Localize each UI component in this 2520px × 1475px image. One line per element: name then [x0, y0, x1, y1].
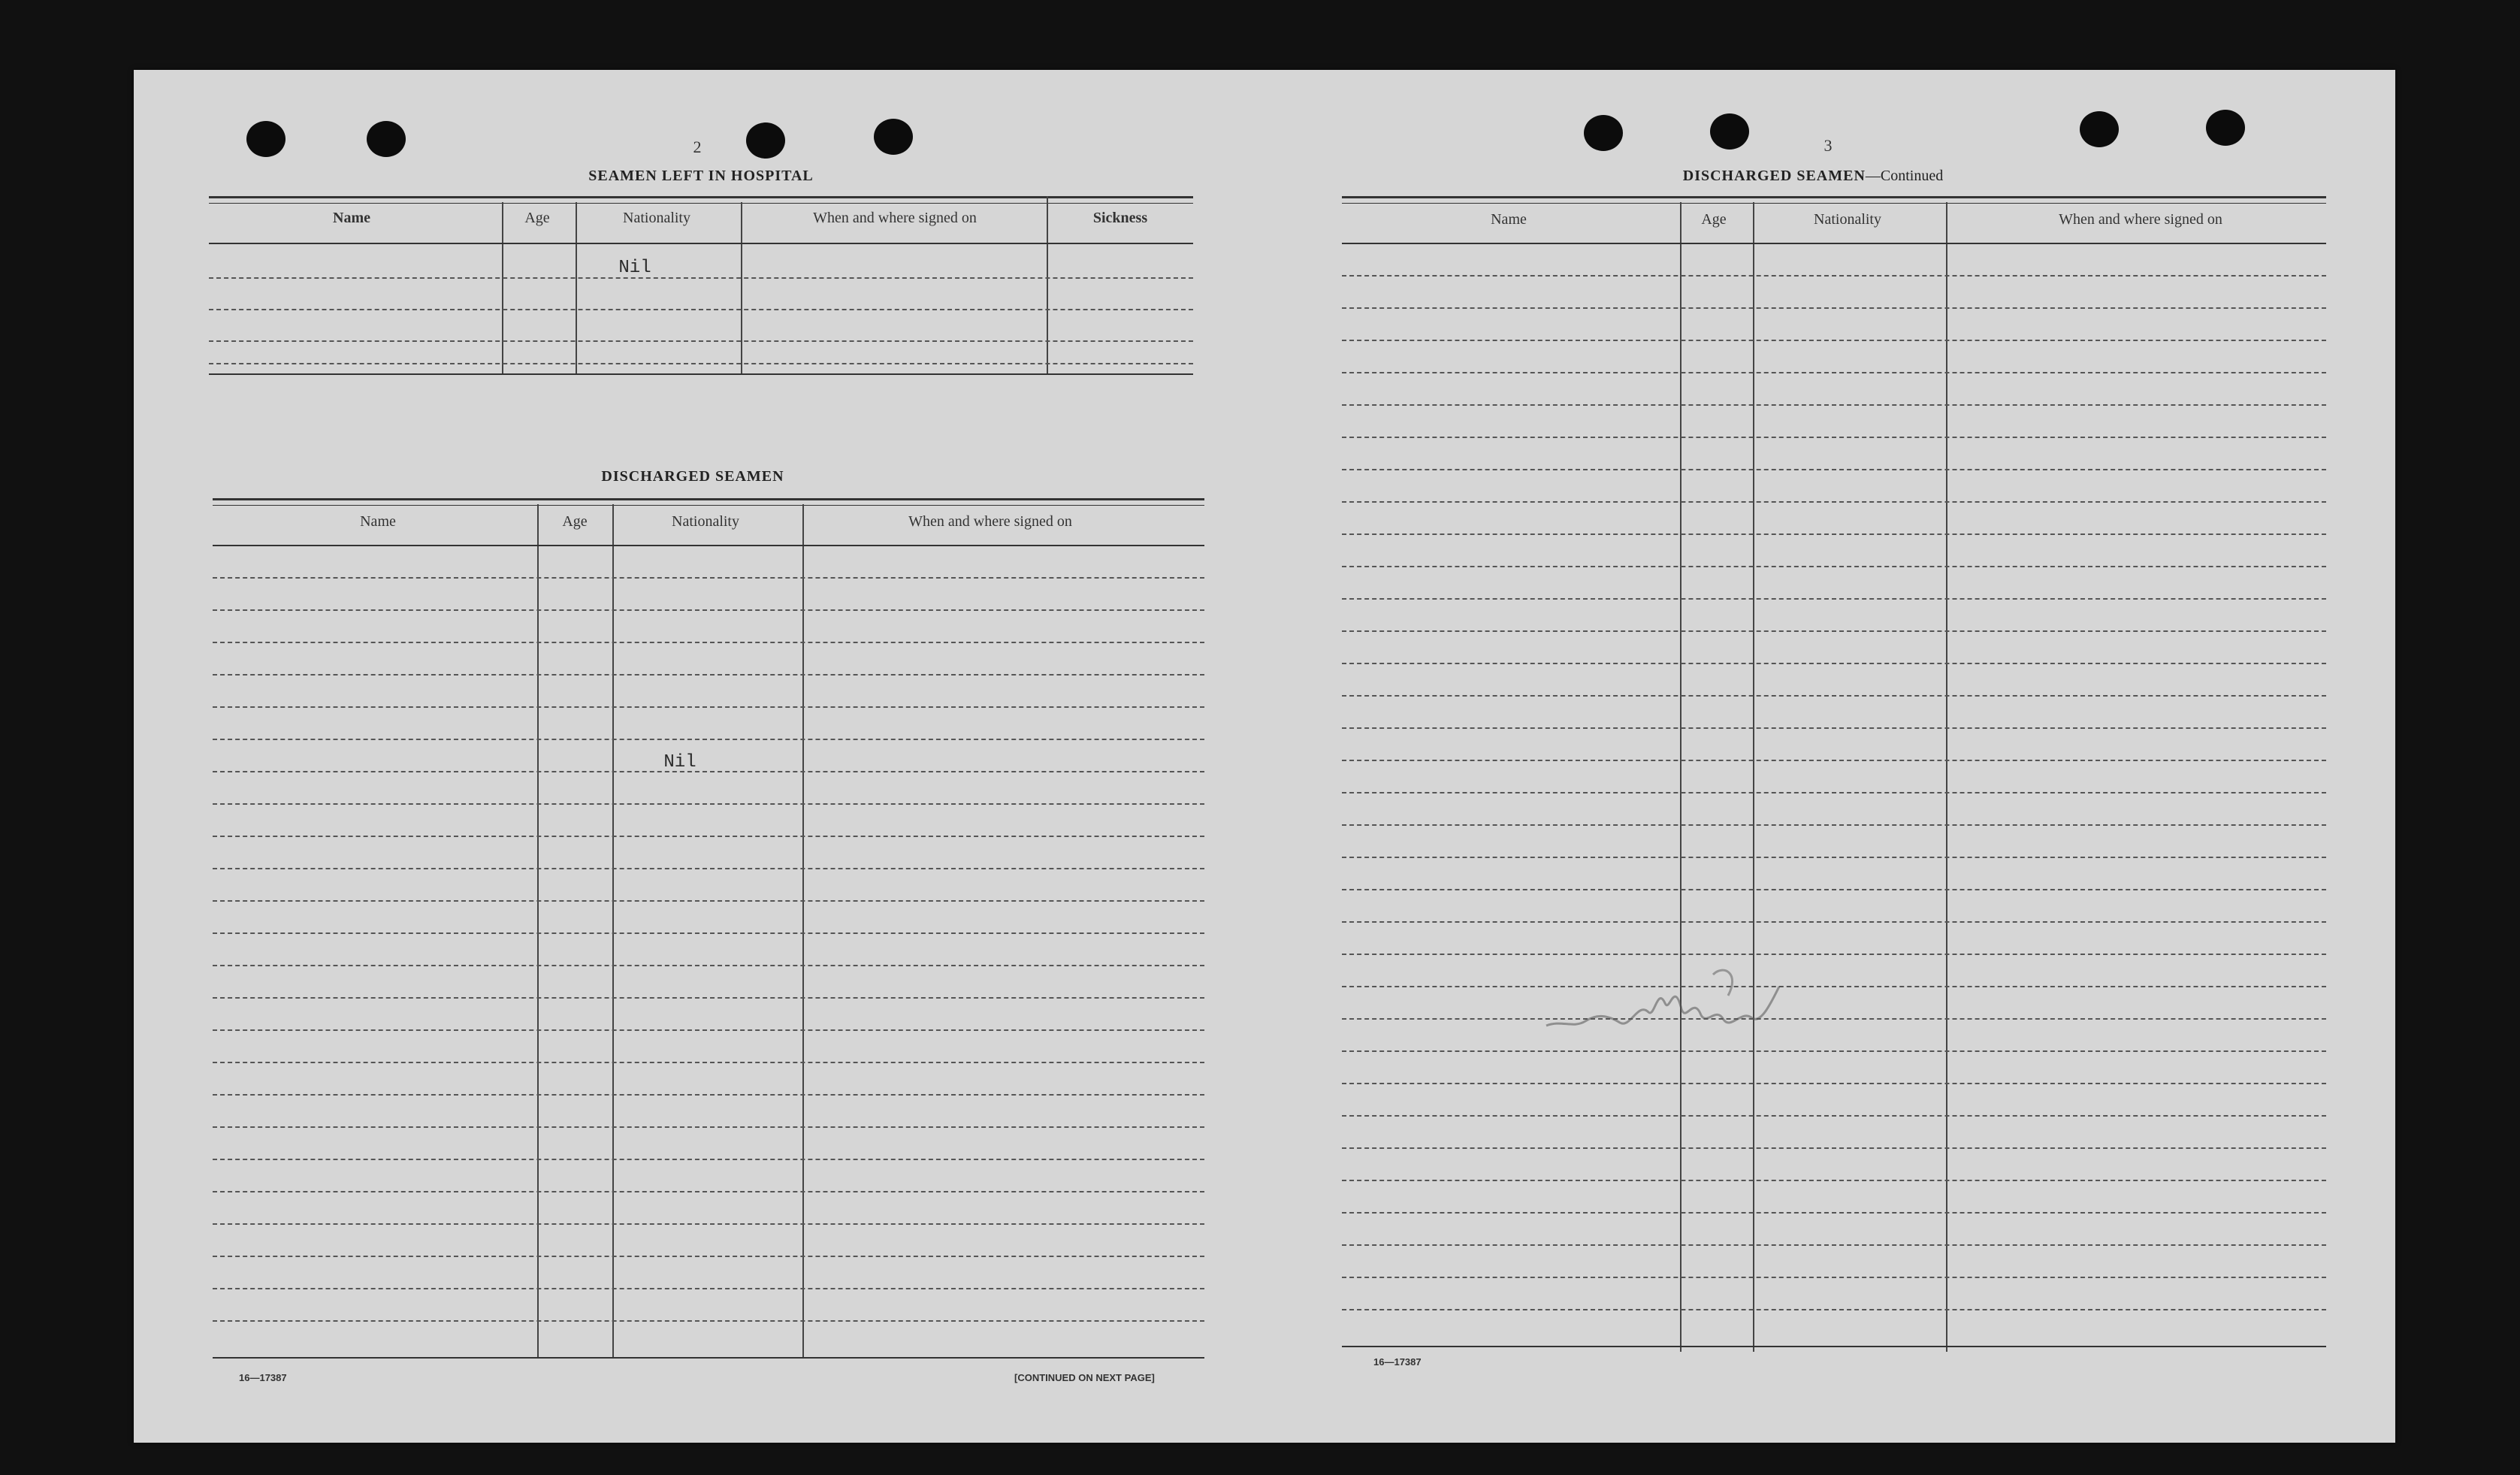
column-header-when-where: When and where signed on	[908, 513, 1072, 530]
table-row	[1342, 372, 2326, 373]
table-row	[213, 609, 1204, 611]
table-row	[1342, 824, 2326, 826]
table-row	[213, 1062, 1204, 1063]
table-row	[1342, 857, 2326, 858]
table-row	[1342, 1018, 2326, 1020]
column-divider	[576, 202, 577, 373]
column-header-nationality: Nationality	[1814, 211, 1881, 228]
table-row	[1342, 792, 2326, 793]
table-row	[1342, 695, 2326, 697]
column-header-nationality: Nationality	[623, 210, 690, 226]
table-row	[1342, 404, 2326, 406]
nil-entry: Nil	[663, 752, 696, 772]
table-row	[213, 1159, 1204, 1160]
header-underline	[1342, 243, 2326, 244]
column-divider	[741, 202, 742, 373]
signature	[1539, 957, 1794, 1047]
section-title-discharged-continued	[1683, 168, 1944, 185]
form-number: 16—17387	[239, 1372, 287, 1383]
table-bottom-rule	[1342, 1346, 2326, 1347]
table-row	[213, 868, 1204, 869]
table-row	[1342, 727, 2326, 729]
table-row	[209, 309, 1193, 310]
column-header-name: Name	[360, 513, 396, 530]
header-underline	[213, 545, 1204, 546]
page-number: 3	[1824, 136, 1833, 155]
document-paper	[134, 70, 2395, 1443]
table-top-rule	[213, 498, 1204, 506]
hospital-table	[209, 196, 1193, 376]
table-row	[213, 577, 1204, 579]
table-row	[213, 965, 1204, 966]
column-divider	[502, 202, 503, 373]
table-row	[213, 1029, 1204, 1031]
table-row	[1342, 760, 2326, 761]
discharged-table	[213, 498, 1204, 1362]
table-row	[1342, 469, 2326, 470]
column-header-when-where: When and where signed on	[813, 210, 977, 226]
table-row	[1342, 1050, 2326, 1052]
table-row	[1342, 1277, 2326, 1278]
table-row	[1342, 1115, 2326, 1117]
table-row	[213, 771, 1204, 772]
column-header-age: Age	[562, 513, 588, 530]
table-row	[209, 363, 1193, 364]
table-row	[213, 1094, 1204, 1096]
column-header-name: Name	[1491, 211, 1527, 228]
table-row	[213, 836, 1204, 837]
table-row	[213, 900, 1204, 902]
continued-note: [CONTINUED ON NEXT PAGE]	[1014, 1372, 1155, 1383]
table-row	[213, 642, 1204, 643]
table-row	[213, 932, 1204, 934]
form-number: 16—17387	[1373, 1356, 1422, 1368]
table-row	[213, 1256, 1204, 1257]
table-row	[1342, 566, 2326, 567]
left-page	[134, 70, 1261, 1443]
table-row	[1342, 598, 2326, 600]
column-header-name: Name	[333, 210, 370, 226]
table-row	[213, 674, 1204, 676]
table-row	[209, 340, 1193, 342]
table-row	[1342, 340, 2326, 341]
table-row	[1342, 1147, 2326, 1149]
table-row	[1342, 437, 2326, 438]
column-header-nationality: Nationality	[672, 513, 739, 530]
table-row	[213, 1191, 1204, 1192]
column-divider	[802, 504, 804, 1357]
table-top-rule	[209, 196, 1193, 204]
table-row	[1342, 1180, 2326, 1181]
table-row	[1342, 1083, 2326, 1084]
table-bottom-rule	[213, 1357, 1204, 1359]
table-row	[213, 1320, 1204, 1322]
table-row	[1342, 1212, 2326, 1214]
column-divider	[612, 504, 614, 1357]
table-row	[1342, 889, 2326, 890]
table-row	[1342, 986, 2326, 987]
table-row	[1342, 663, 2326, 664]
table-row	[213, 1126, 1204, 1128]
table-row	[1342, 1244, 2326, 1246]
table-row	[213, 739, 1204, 740]
section-title-suffix: —Continued	[1865, 168, 1944, 184]
column-header-sickness: Sickness	[1092, 210, 1148, 226]
table-bottom-rule	[209, 373, 1193, 375]
table-row	[213, 997, 1204, 999]
table-row	[213, 706, 1204, 708]
section-title-hospital: SEAMEN LEFT IN HOSPITAL	[588, 168, 814, 184]
table-row	[1342, 1309, 2326, 1310]
table-top-rule	[1342, 196, 2326, 204]
section-title-text: DISCHARGED SEAMEN	[1682, 168, 1866, 184]
table-row	[213, 1288, 1204, 1289]
table-row	[1342, 630, 2326, 632]
page-number: 2	[693, 138, 702, 156]
nil-entry: Nil	[618, 258, 651, 278]
discharged-continued-table	[1342, 196, 2326, 1353]
header-underline	[209, 243, 1193, 244]
table-row	[1342, 307, 2326, 309]
table-row	[1342, 921, 2326, 923]
table-row	[213, 1223, 1204, 1225]
column-header-when-where: When and where signed on	[2059, 211, 2222, 228]
table-row	[1342, 501, 2326, 503]
column-header-age: Age	[524, 210, 550, 226]
table-row	[213, 803, 1204, 805]
right-page	[1261, 70, 2395, 1443]
table-row	[209, 277, 1193, 279]
column-header-age: Age	[1701, 211, 1727, 228]
table-row	[1342, 533, 2326, 535]
table-row	[1342, 954, 2326, 955]
section-title-discharged: DISCHARGED SEAMEN	[601, 468, 784, 485]
column-divider	[1047, 196, 1048, 373]
column-divider	[537, 504, 539, 1357]
table-row	[1342, 275, 2326, 277]
